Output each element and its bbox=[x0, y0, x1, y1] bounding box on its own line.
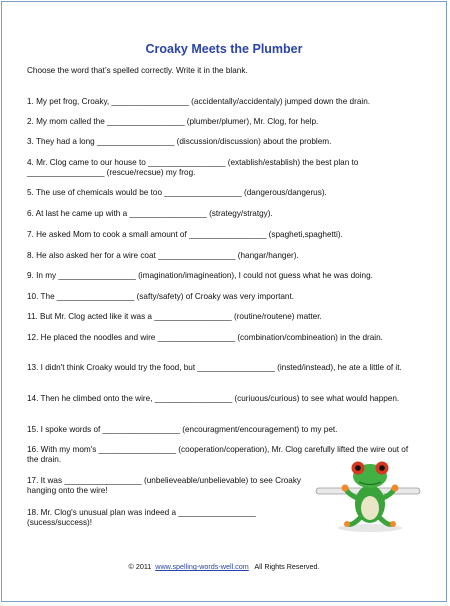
question-4: 4. Mr. Clog came to our house to _________________ (extablish/establish) the best plan to _________________ (rescue/recsue) my frog. bbox=[27, 158, 359, 178]
question-11: 11. But Mr. Clog acted like it was a _________________ (routine/routene) matter. bbox=[27, 312, 322, 321]
frog-toe-right bbox=[392, 485, 399, 492]
worksheet-page bbox=[1, 1, 447, 602]
question-8: 8. He also asked her for a wire coat _________________ (hangar/hanger). bbox=[27, 251, 299, 260]
worksheet-title: Croaky Meets the Plumber bbox=[145, 42, 303, 56]
question-9: 9. In my _________________ (imagination/imagineation), I could not guess what he was doing. bbox=[27, 271, 373, 280]
question-12: 12. He placed the noodles and wire _________________ (combination/combineation) in the drain. bbox=[27, 333, 383, 342]
question-1: 1. My pet frog, Croaky, _________________ (accidentally/accidentaly) jumped down the drain. bbox=[27, 97, 371, 106]
frog-belly bbox=[361, 496, 379, 520]
frog-toe-left bbox=[342, 485, 349, 492]
footer-link[interactable]: www.spelling-words-well.com bbox=[155, 562, 249, 571]
question-15: 15. I spoke words of _________________ (encouragment/encouragement) to my pet. bbox=[27, 425, 338, 434]
question-2: 2. My mom called the _________________ (plumber/plumer), Mr. Clog, for help. bbox=[27, 117, 319, 126]
footer bbox=[2, 562, 446, 571]
question-6: 6. At last he came up with a _________________ (strategy/stratgy). bbox=[27, 209, 273, 218]
instructions: Choose the word that’s spelled correctly. Write it in the blank. bbox=[27, 66, 248, 75]
frog-on-wire-image bbox=[312, 454, 422, 534]
question-7: 7. He asked Mom to cook a small amount of _________________ (spagheti,spaghetti). bbox=[27, 230, 343, 239]
question-13: 13. I didn't think Croaky would try the food, but _________________ (insted/instead), he ate a little of it. bbox=[27, 363, 402, 372]
question-18: 18. Mr. Clog's unusual plan was indeed a _________________ (sucess/success)! bbox=[27, 508, 256, 528]
question-5: 5. The use of chemicals would be too _________________ (dangerous/dangerus). bbox=[27, 188, 327, 197]
question-16: 16. With my mom's _________________ (cooperation/coperation), Mr. Clog carefully lifted the wire out of the drain. bbox=[27, 445, 409, 465]
question-10: 10. The _________________ (safty/safety) of Croaky was very important. bbox=[27, 292, 295, 301]
question-3: 3. They had a long _________________ (discussion/discussion) about the problem. bbox=[27, 137, 332, 146]
footer-copyright: © 2011 bbox=[128, 562, 152, 571]
question-17: 17. It was _________________ (unbelieveable/unbelievable) to see Croaky hanging onto the wire! bbox=[27, 476, 302, 496]
footer-rights: All Rights Reserved. bbox=[254, 562, 320, 571]
question-14: 14. Then he climbed onto the wire, _________________ (curiuous/curious) to see what would happen. bbox=[27, 394, 400, 403]
